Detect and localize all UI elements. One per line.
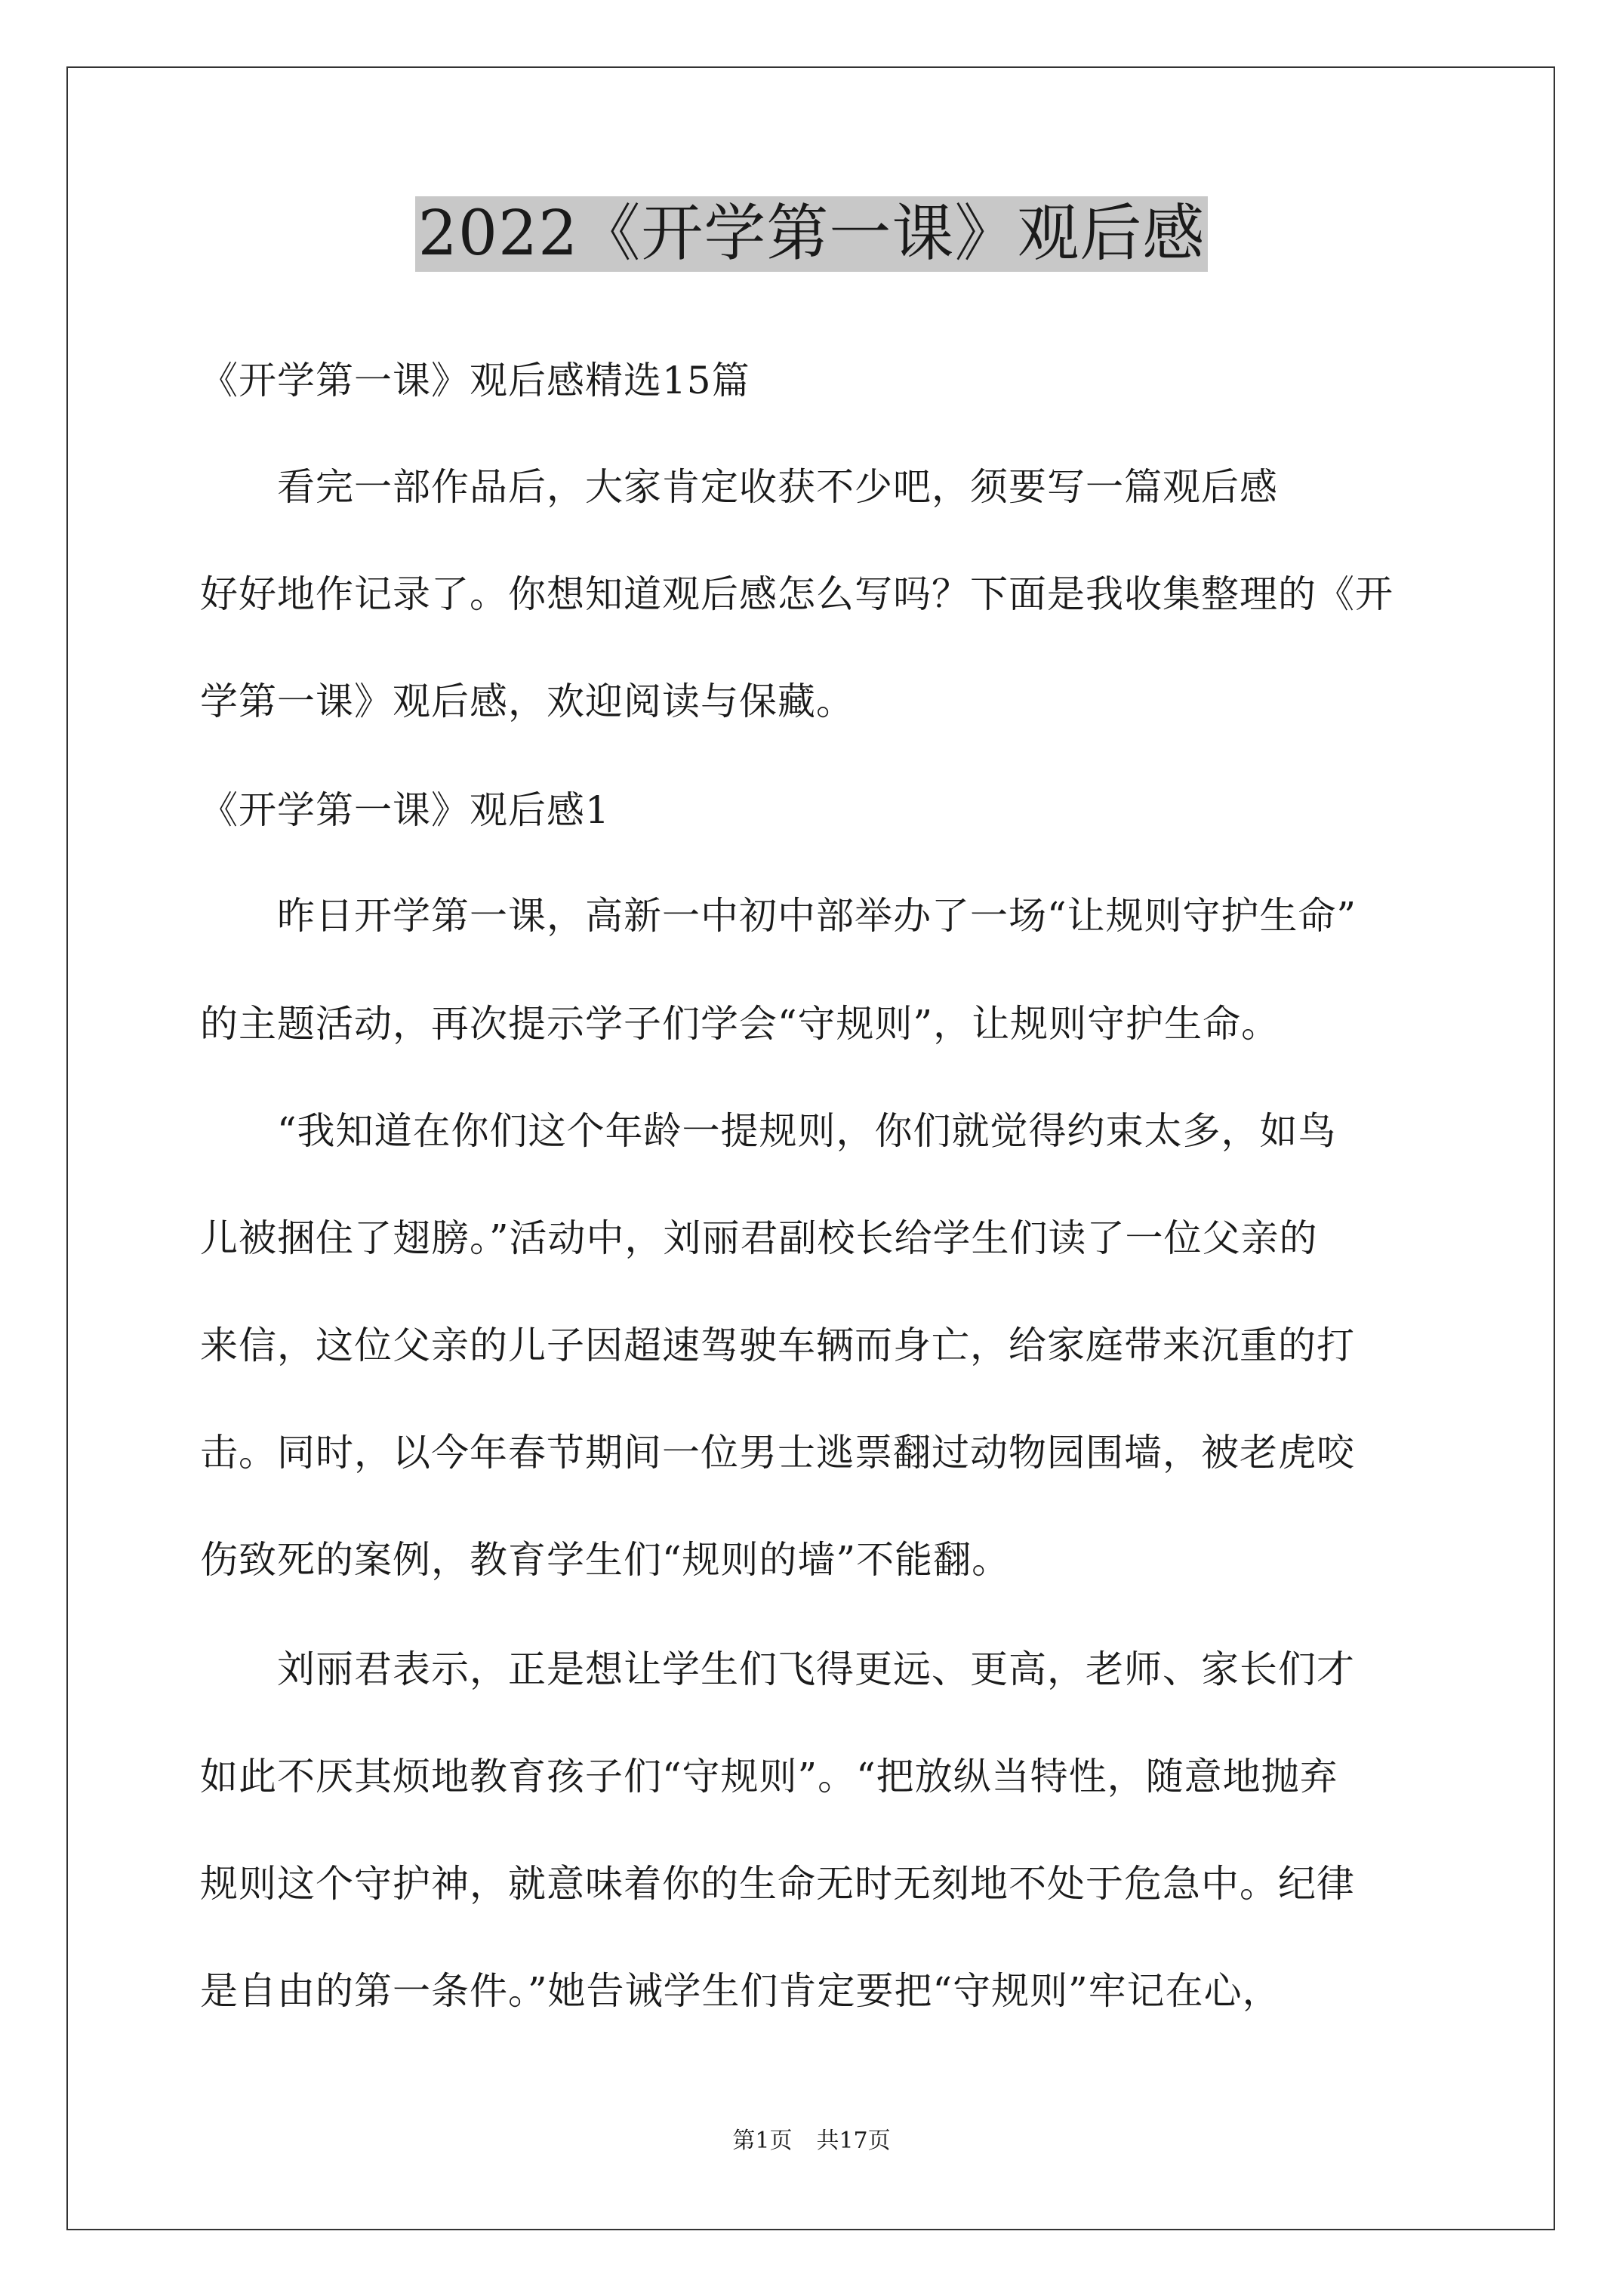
page-number: 第1页 (732, 2128, 793, 2154)
intro-line: 学第一课》观后感，欢迎阅读与保藏。 (200, 680, 855, 723)
page-total: 共17页 (816, 2128, 891, 2154)
paragraph-line: “我知道在你们这个年龄一提规则，你们就觉得约束太多，如鸟 (200, 1109, 1337, 1153)
paragraph-line: 来信，这位父亲的儿子因超速驾驶车辆而身亡，给家庭带来沉重的打 (200, 1324, 1355, 1367)
paragraph-line: 击。同时，以今年春节期间一位男士逃票翻过动物园围墙，被老虎咬 (200, 1431, 1355, 1475)
paragraph-line: 是自由的第一条件。”她告诫学生们肯定要把“守规则”牢记在心， (200, 1969, 1281, 2013)
intro-line: 好好地作记录了。你想知道观后感怎么写吗？下面是我收集整理的《开 (200, 572, 1394, 616)
paragraph-line: 儿被捆住了翅膀。”活动中，刘丽君副校长给学生们读了一位父亲的 (200, 1216, 1318, 1260)
paragraph-line: 刘丽君表示，正是想让学生们飞得更远、更高，老师、家长们才 (200, 1647, 1355, 1691)
page-footer (0, 2128, 1623, 2155)
subtitle: 《开学第一课》观后感精选15篇 (200, 359, 750, 402)
paragraph-line: 规则这个守护神，就意味着你的生命无时无刻地不处于危急中。纪律 (200, 1862, 1355, 1906)
paragraph-line: 昨日开学第一课，高新一中初中部举办了一场“让规则守护生命” (200, 894, 1357, 938)
paragraph-line: 伤致死的案例，教育学生们“规则的墙”不能翻。 (200, 1538, 1011, 1582)
section-heading: 《开学第一课》观后感1 (200, 788, 610, 832)
intro-line: 看完一部作品后，大家肯定收获不少吧，须要写一篇观后感 (200, 465, 1278, 509)
paragraph-line: 如此不厌其烦地教育孩子们“守规则”。“把放纵当特性，随意地抛弃 (200, 1755, 1338, 1798)
title-container (0, 196, 1623, 272)
document-title: 2022《开学第一课》观后感 (415, 196, 1209, 272)
paragraph-line: 的主题活动，再次提示学子们学会“守规则”，让规则守护生命。 (200, 1002, 1280, 1046)
